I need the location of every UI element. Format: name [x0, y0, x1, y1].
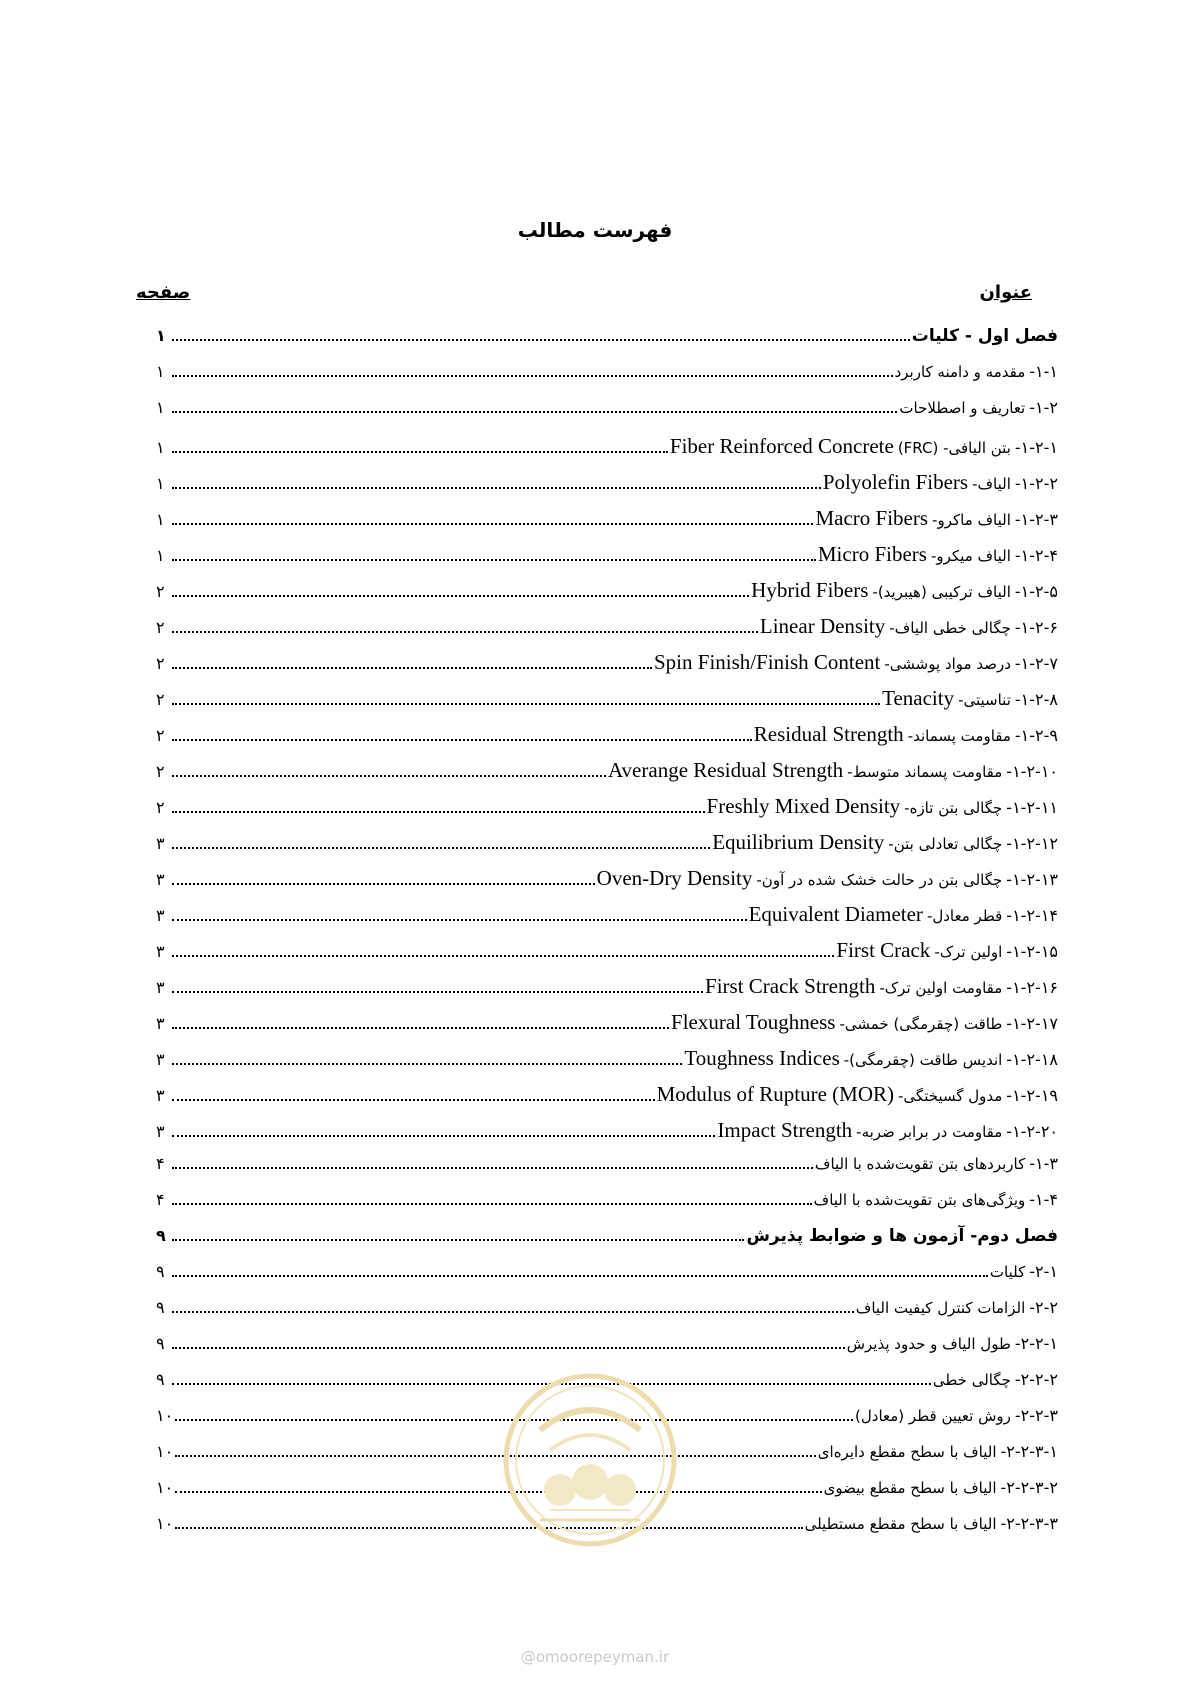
- toc-entry-text: چگالی بتن تازه-: [904, 799, 1003, 817]
- toc-entry-english-term: Hybrid Fibers: [751, 578, 869, 602]
- toc-entry-text: اولین ترک-: [934, 943, 1003, 961]
- toc-entry-number: ۱-۲-۱۲-: [1006, 834, 1058, 853]
- toc-entry-title: [654, 650, 1058, 675]
- toc-item-row[interactable]: [156, 470, 1058, 506]
- dot-leader: [172, 775, 606, 777]
- toc-item-row[interactable]: [156, 650, 1058, 686]
- toc-entry-text: بتن الیافی- (FRC): [897, 439, 1011, 457]
- toc-entry-title: [818, 1442, 1058, 1461]
- toc-page-number: ۱: [156, 438, 165, 457]
- toc-entry-english-term: First Crack: [836, 938, 931, 962]
- toc-entry-title: [657, 1082, 1058, 1107]
- toc-entry-title: [707, 794, 1058, 819]
- toc-item-row[interactable]: [156, 362, 1058, 398]
- toc-item-row[interactable]: [156, 506, 1058, 542]
- toc-item-row[interactable]: [156, 902, 1058, 938]
- toc-item-row[interactable]: [156, 1118, 1058, 1154]
- toc-page-number: ۳: [156, 1050, 165, 1069]
- toc-entry-text: تناسیتی-: [958, 691, 1011, 709]
- toc-page-number: ۱۰: [156, 1406, 174, 1425]
- toc-entry-title: [836, 938, 1058, 963]
- toc-entry-number: ۲-۲-۳-: [1014, 1406, 1058, 1425]
- toc-entry-text: چگالی بتن در حالت خشک شده در آون-: [756, 871, 1003, 889]
- toc-page-number: ۱۰: [156, 1478, 174, 1497]
- toc-entry-text: فصل دوم- آزمون ها و ضوابط پذیرش: [746, 1226, 1058, 1246]
- toc-entry-number: ۱-۲-۲۰-: [1006, 1122, 1058, 1141]
- toc-entry-number: ۱-۲-۱-: [1014, 438, 1058, 457]
- toc-page-number: ۱۰: [156, 1442, 174, 1461]
- toc-entry-text: مدول گسیختگی-: [898, 1087, 1003, 1105]
- toc-entry-english-term: Fiber Reinforced Concrete: [669, 434, 894, 458]
- toc-item-row[interactable]: [156, 1334, 1058, 1370]
- dot-leader: [172, 667, 652, 669]
- toc-item-row[interactable]: [156, 1262, 1058, 1298]
- toc-entry-english-term: Averange Residual Strength: [607, 758, 844, 782]
- toc-entry-english-term: Polyolefin Fibers: [822, 470, 969, 494]
- dot-leader: [172, 339, 910, 341]
- dot-leader: [175, 1455, 816, 1457]
- toc-entry-title: [899, 398, 1058, 417]
- toc-entry-number: ۲-۲-۱-: [1014, 1334, 1058, 1353]
- toc-title: فهرست مطالب: [517, 218, 673, 242]
- dot-leader: [172, 811, 705, 813]
- toc-entry-text: چگالی تعادلی بتن-: [888, 835, 1003, 853]
- toc-entry-title: [717, 1118, 1058, 1143]
- toc-item-row[interactable]: [156, 1154, 1058, 1190]
- toc-entry-number: ۱-۲-۸-: [1014, 690, 1058, 709]
- dot-leader: [172, 1239, 744, 1241]
- toc-page-number: ۳: [156, 942, 165, 961]
- toc-entry-text: روش تعیین قطر (معادل): [855, 1407, 1011, 1425]
- toc-entry-title: [912, 326, 1058, 346]
- toc-entry-number: ۲-۱-: [1029, 1262, 1058, 1281]
- toc-entry-number: ۱-۲-۶-: [1014, 618, 1058, 637]
- toc-entry-english-term: First Crack Strength: [705, 974, 876, 998]
- dot-leader: [172, 703, 880, 705]
- toc-entry-text: الیاف با سطح مقطع بیضوی: [823, 1479, 997, 1497]
- toc-entry-number: ۱-۲-۱۳-: [1006, 870, 1058, 889]
- toc-entry-number: ۱-۲-۱۱-: [1006, 798, 1058, 817]
- toc-entry-number: ۱-۲-۱۶-: [1006, 978, 1058, 997]
- toc-page-number: ۱: [156, 510, 165, 529]
- toc-entry-text: چگالی خطی: [932, 1371, 1011, 1389]
- toc-page-number: ۹: [156, 1370, 165, 1389]
- toc-entry-text: الیاف ترکیبی (هیبرید)-: [872, 583, 1011, 601]
- toc-entry-title: [895, 362, 1058, 381]
- toc-entry-text: الیاف با سطح مقطع دایره‌ای: [817, 1443, 997, 1461]
- toc-entry-number: ۱-۲-۱۸-: [1006, 1050, 1058, 1069]
- dot-leader: [172, 595, 749, 597]
- toc-entry-number: ۲-۲-: [1029, 1298, 1058, 1317]
- toc-entry-english-term: Freshly Mixed Density: [706, 794, 901, 818]
- toc-entry-text: طول الیاف و حدود پذیرش: [846, 1335, 1011, 1353]
- toc-entry-number: ۲-۲-۳-۳-: [1000, 1514, 1058, 1533]
- toc-entry-english-term: Modulus of Rupture (MOR): [656, 1082, 895, 1106]
- toc-entry-title: [990, 1262, 1058, 1281]
- toc-entry-number: ۱-۲-: [1029, 398, 1058, 417]
- toc-entry-title: [608, 758, 1058, 783]
- toc-page-number: ۳: [156, 1122, 165, 1141]
- toc-item-row[interactable]: [156, 1298, 1058, 1334]
- toc-entry-english-term: Tenacity: [882, 686, 955, 710]
- toc-page-number: ۹: [156, 1262, 165, 1281]
- toc-entry-number: ۱-۲-۴-: [1014, 546, 1058, 565]
- toc-item-row[interactable]: [156, 1082, 1058, 1118]
- toc-item-row[interactable]: [156, 866, 1058, 902]
- toc-item-row[interactable]: [156, 1046, 1058, 1082]
- toc-page-number: ۲: [156, 798, 165, 817]
- toc-entry-number: ۱-۲-۲-: [1014, 474, 1058, 493]
- toc-item-row[interactable]: [156, 722, 1058, 758]
- toc-entry-title: [760, 614, 1058, 639]
- dot-leader: [172, 1099, 655, 1101]
- toc-entry-number: ۱-۳-: [1029, 1154, 1058, 1173]
- toc-item-row[interactable]: [156, 1190, 1058, 1226]
- watermark-seal-icon: [500, 1370, 680, 1550]
- toc-entry-number: ۱-۲-۱۵-: [1006, 942, 1058, 961]
- toc-page-number: ۴: [156, 1190, 165, 1209]
- toc-item-row[interactable]: [156, 578, 1058, 614]
- toc-entry-title: [814, 1190, 1058, 1209]
- toc-entry-title: [815, 1154, 1058, 1173]
- dot-leader: [172, 1167, 813, 1169]
- toc-entry-title: [597, 866, 1058, 891]
- dot-leader: [172, 559, 816, 561]
- toc-page-number: ۱: [156, 546, 165, 565]
- toc-entry-title: [751, 578, 1058, 603]
- toc-entry-title: [712, 830, 1058, 855]
- toc-page-number: ۳: [156, 870, 165, 889]
- toc-item-row[interactable]: [156, 758, 1058, 794]
- toc-entry-english-term: Linear Density: [759, 614, 886, 638]
- toc-page-number: ۲: [156, 762, 165, 781]
- toc-entry-number: ۱-۲-۳-: [1014, 510, 1058, 529]
- toc-entry-text: مقدمه و دامنه کاربرد: [894, 363, 1026, 381]
- toc-entry-title: [824, 1478, 1058, 1497]
- toc-entry-title: [855, 1406, 1058, 1425]
- toc-page-number: ۱: [156, 326, 166, 345]
- dot-leader: [172, 739, 752, 741]
- column-heading-title: عنوان: [979, 282, 1032, 303]
- toc-entry-text: مقاومت در برابر ضربه-: [856, 1123, 1003, 1141]
- dot-leader: [172, 955, 834, 957]
- watermark-url: @omoorepeyman.ir: [520, 1648, 670, 1666]
- toc-item-row[interactable]: [156, 398, 1058, 434]
- toc-item-row[interactable]: [156, 542, 1058, 578]
- dot-leader: [172, 1027, 669, 1029]
- toc-page-number: ۹: [156, 1298, 165, 1317]
- toc-entry-title: [933, 1370, 1058, 1389]
- toc-entry-title: [882, 686, 1058, 711]
- toc-entry-title: [818, 542, 1058, 567]
- toc-entry-number: ۱-۲-۱۴-: [1006, 906, 1058, 925]
- dot-leader: [172, 451, 668, 453]
- dot-leader: [172, 1203, 812, 1205]
- toc-entry-text: کاربردهای بتن تقویت‌شده با الیاف: [814, 1155, 1026, 1173]
- toc-item-row[interactable]: [156, 434, 1058, 470]
- toc-entry-english-term: Toughness Indices: [684, 1046, 840, 1070]
- toc-entry-text: چگالی خطی الیاف-: [889, 619, 1011, 637]
- toc-entry-text: مقاومت پسماند-: [907, 727, 1011, 745]
- dot-leader: [172, 1347, 845, 1349]
- toc-page-number: ۲: [156, 726, 165, 745]
- dot-leader: [172, 1135, 715, 1137]
- dot-leader: [172, 1311, 854, 1313]
- dot-leader: [172, 1063, 682, 1065]
- toc-item-row[interactable]: [156, 686, 1058, 722]
- toc-entry-text: قطر معادل-: [926, 907, 1003, 925]
- dot-leader: [172, 883, 595, 885]
- toc-entry-title: [746, 1226, 1058, 1246]
- toc-entry-english-term: Flexural Toughness: [671, 1010, 836, 1034]
- toc-page-number: ۳: [156, 978, 165, 997]
- dot-leader: [175, 1527, 802, 1529]
- toc-entry-title: [749, 902, 1058, 927]
- toc-entry-title: [847, 1334, 1058, 1353]
- toc-entry-title: [670, 434, 1058, 459]
- toc-item-row[interactable]: [156, 614, 1058, 650]
- toc-entry-text: طاقت (چقرمگی) خمشی-: [839, 1015, 1003, 1033]
- toc-entry-text: درصد مواد پوششی-: [884, 655, 1011, 673]
- toc-entry-title: [805, 1514, 1058, 1533]
- toc-entry-title: [684, 1046, 1058, 1071]
- toc-page-number: ۳: [156, 1014, 165, 1033]
- toc-entry-title: [856, 1298, 1058, 1317]
- toc-entry-number: ۲-۲-۳-۲-: [1000, 1478, 1058, 1497]
- toc-entry-english-term: Residual Strength: [753, 722, 904, 746]
- toc-entry-english-term: Oven-Dry Density: [596, 866, 753, 890]
- dot-leader: [172, 487, 821, 489]
- toc-item-row[interactable]: [156, 974, 1058, 1010]
- toc-entry-title: [815, 506, 1058, 531]
- dot-leader: [172, 411, 897, 413]
- toc-page-number: ۲: [156, 690, 165, 709]
- toc-entry-number: ۱-۲-۵-: [1014, 582, 1058, 601]
- dot-leader: [175, 1491, 821, 1493]
- toc-entry-number: ۱-۲-۱۷-: [1006, 1014, 1058, 1033]
- dot-leader: [172, 919, 747, 921]
- toc-entry-title: [754, 722, 1058, 747]
- toc-entry-number: ۲-۲-۳-۱-: [1000, 1442, 1058, 1461]
- toc-page-number: ۳: [156, 834, 165, 853]
- toc-page-number: ۳: [156, 906, 165, 925]
- toc-entry-text: الیاف با سطح مقطع مستطیلی: [804, 1515, 997, 1533]
- dot-leader: [172, 375, 893, 377]
- toc-entry-number: ۱-۲-۱۰-: [1006, 762, 1058, 781]
- toc-entry-text: مقاومت پسماند متوسط-: [847, 763, 1003, 781]
- toc-item-row[interactable]: [156, 938, 1058, 974]
- toc-entry-text: ویژگی‌های بتن تقویت‌شده با الیاف: [813, 1191, 1026, 1209]
- toc-list: [156, 326, 1058, 1550]
- toc-item-row[interactable]: [156, 794, 1058, 830]
- toc-page-number: ۹: [156, 1334, 165, 1353]
- toc-entry-text: اندیس طاقت (چقرمگی)-: [843, 1051, 1003, 1069]
- toc-entry-text: الیاف میکرو-: [930, 547, 1011, 565]
- toc-page-number: ۳: [156, 1086, 165, 1105]
- toc-entry-number: ۱-۴-: [1029, 1190, 1058, 1209]
- toc-page-number: ۲: [156, 654, 165, 673]
- toc-entry-title: [823, 470, 1058, 495]
- toc-chapter-row[interactable]: [156, 326, 1058, 362]
- toc-page-number: ۱: [156, 474, 165, 493]
- toc-entry-english-term: Macro Fibers: [815, 506, 929, 530]
- toc-entry-text: الیاف-: [972, 475, 1011, 493]
- column-heading-page: صفحه: [136, 282, 191, 303]
- toc-entry-text: الیاف ماکرو-: [932, 511, 1011, 529]
- toc-page-number: ۲: [156, 582, 165, 601]
- toc-entry-english-term: Impact Strength: [717, 1118, 853, 1142]
- toc-page-number: ۹: [156, 1226, 166, 1245]
- toc-entry-text: تعاریف و اصطلاحات: [899, 399, 1026, 417]
- toc-entry-english-term: Equivalent Diameter: [748, 902, 923, 926]
- toc-entry-number: ۱-۲-۹-: [1014, 726, 1058, 745]
- toc-page-number: ۱: [156, 362, 165, 381]
- toc-entry-english-term: Spin Finish/Finish Content: [654, 650, 881, 674]
- toc-entry-text: مقاومت اولین ترک-: [879, 979, 1003, 997]
- toc-page-number: ۴: [156, 1154, 165, 1173]
- toc-item-row[interactable]: [156, 830, 1058, 866]
- toc-page-number: ۱: [156, 398, 165, 417]
- toc-entry-english-term: Micro Fibers: [817, 542, 927, 566]
- toc-item-row[interactable]: [156, 1010, 1058, 1046]
- toc-entry-number: ۱-۲-۷-: [1014, 654, 1058, 673]
- dot-leader: [172, 523, 813, 525]
- toc-entry-text: الزامات کنترل کیفیت الیاف: [855, 1299, 1026, 1317]
- toc-entry-number: ۲-۲-۲-: [1014, 1370, 1058, 1389]
- toc-entry-text: فصل اول - کلیات: [911, 326, 1058, 346]
- dot-leader: [172, 847, 710, 849]
- dot-leader: [172, 631, 758, 633]
- toc-page-number: ۱۰: [156, 1514, 174, 1533]
- toc-page-number: ۲: [156, 618, 165, 637]
- toc-entry-number: ۱-۲-۱۹-: [1006, 1086, 1058, 1105]
- dot-leader: [172, 991, 703, 993]
- toc-entry-title: [705, 974, 1058, 999]
- dot-leader: [172, 1275, 988, 1277]
- toc-entry-english-term: Equilibrium Density: [712, 830, 885, 854]
- toc-entry-title: [671, 1010, 1058, 1035]
- toc-chapter-row[interactable]: [156, 1226, 1058, 1262]
- toc-entry-number: ۱-۱-: [1029, 362, 1058, 381]
- toc-entry-text: کلیات: [989, 1263, 1026, 1281]
